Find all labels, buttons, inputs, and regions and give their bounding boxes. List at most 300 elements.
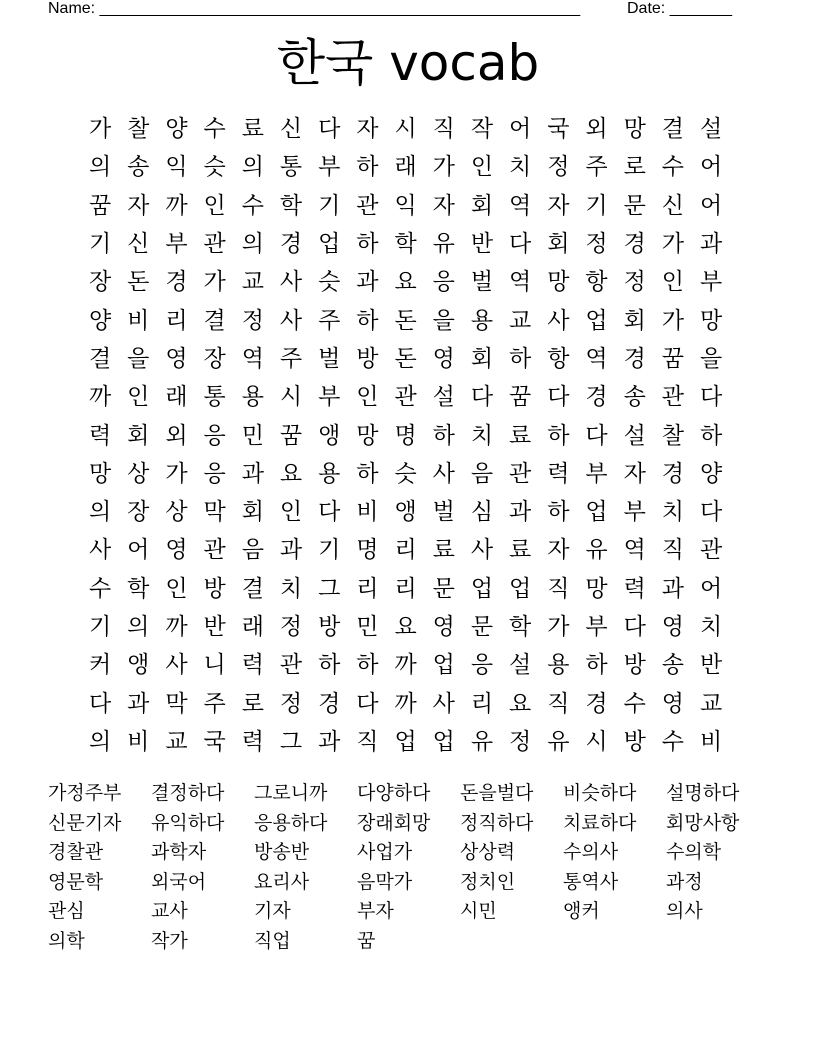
grid-cell[interactable]: 명 [394, 422, 417, 449]
grid-cell[interactable]: 역 [509, 192, 532, 219]
grid-cell[interactable]: 관 [203, 231, 226, 258]
word-bank-item: 정직하다 [460, 811, 534, 834]
grid-cell[interactable]: 다 [318, 116, 341, 143]
grid-cell[interactable]: 다 [318, 499, 341, 526]
grid-cell[interactable]: 다 [699, 499, 723, 526]
grid-cell[interactable]: 용 [470, 307, 494, 334]
grid-cell[interactable]: 회 [127, 422, 150, 449]
grid-cell[interactable]: 하 [547, 422, 570, 449]
grid-cell[interactable]: 리 [165, 307, 188, 334]
grid-cell[interactable]: 기 [585, 192, 608, 219]
grid-cell[interactable]: 인 [356, 384, 379, 411]
grid-cell[interactable]: 신 [279, 116, 303, 143]
grid-cell[interactable]: 력 [241, 652, 264, 679]
grid-cell[interactable]: 유 [585, 537, 608, 564]
grid-cell[interactable]: 력 [547, 460, 570, 487]
grid-cell[interactable]: 부 [318, 154, 341, 181]
grid-cell[interactable]: 과 [699, 231, 723, 258]
grid-cell[interactable]: 사 [165, 652, 188, 679]
grid-cell[interactable]: 통 [279, 154, 303, 181]
grid-cell[interactable]: 과 [356, 269, 379, 296]
grid-cell[interactable]: 슷 [203, 154, 226, 181]
grid-cell[interactable]: 부 [699, 269, 723, 296]
grid-cell[interactable]: 학 [394, 231, 417, 258]
grid-cell[interactable]: 래 [241, 614, 264, 640]
grid-cell[interactable]: 커 [88, 652, 112, 679]
grid-cell[interactable]: 민 [241, 422, 264, 449]
grid-cell[interactable]: 자 [547, 537, 570, 564]
grid-cell[interactable]: 업 [470, 575, 494, 602]
grid-cell[interactable]: 부 [623, 499, 646, 526]
grid-cell[interactable]: 용 [547, 652, 570, 679]
grid-cell[interactable]: 의 [88, 728, 112, 755]
grid-cell[interactable]: 역 [623, 537, 646, 564]
grid-cell[interactable]: 망 [585, 575, 608, 602]
grid-cell[interactable]: 치 [509, 154, 532, 181]
grid-cell[interactable]: 경 [279, 231, 303, 258]
grid-cell[interactable]: 작 [470, 116, 494, 143]
grid-cell[interactable]: 수 [203, 116, 226, 143]
grid-cell[interactable]: 다 [547, 384, 570, 411]
grid-cell[interactable]: 의 [241, 231, 264, 258]
grid-cell[interactable]: 자 [432, 192, 455, 219]
grid-cell[interactable]: 가 [88, 116, 112, 143]
grid-cell[interactable]: 을 [127, 345, 150, 372]
grid-cell[interactable]: 교 [165, 728, 188, 755]
grid-cell[interactable]: 요 [394, 614, 417, 640]
grid-cell[interactable]: 다 [623, 614, 646, 640]
grid-cell[interactable]: 까 [165, 614, 188, 640]
grid-cell[interactable]: 돈 [394, 345, 417, 372]
grid-cell[interactable]: 하 [356, 307, 379, 334]
grid-cell[interactable]: 망 [88, 460, 112, 487]
grid-cell[interactable]: 교 [699, 690, 723, 717]
grid-cell[interactable]: 관 [356, 192, 379, 219]
grid-cell[interactable]: 하 [699, 422, 723, 449]
grid-cell[interactable]: 니 [203, 652, 226, 679]
grid-cell[interactable]: 경 [661, 460, 685, 487]
grid-cell[interactable]: 어 [699, 575, 723, 602]
grid-cell[interactable]: 기 [88, 231, 112, 258]
grid-cell[interactable]: 양 [699, 460, 723, 487]
grid-cell[interactable]: 관 [203, 537, 226, 564]
grid-cell[interactable]: 자 [356, 116, 379, 143]
grid-cell[interactable]: 주 [585, 154, 608, 181]
grid-cell[interactable]: 인 [127, 384, 150, 411]
grid-cell[interactable]: 비 [699, 728, 723, 755]
grid-cell[interactable]: 리 [470, 690, 494, 717]
grid-cell[interactable]: 방 [623, 652, 646, 679]
grid-cell[interactable]: 료 [241, 116, 264, 143]
grid-cell[interactable]: 문 [432, 575, 455, 602]
grid-cell[interactable]: 의 [88, 154, 112, 181]
grid-cell[interactable]: 치 [661, 499, 685, 526]
grid-cell[interactable]: 과 [318, 728, 341, 755]
grid-cell[interactable]: 기 [88, 614, 112, 640]
grid-cell[interactable]: 과 [279, 537, 303, 564]
grid-cell[interactable]: 로 [241, 690, 264, 717]
grid-cell[interactable]: 자 [127, 192, 150, 219]
grid-cell[interactable]: 송 [623, 384, 646, 411]
grid-cell[interactable]: 회 [241, 499, 264, 526]
grid-row [81, 225, 731, 263]
grid-cell[interactable]: 까 [165, 192, 188, 219]
grid-cell[interactable]: 설 [699, 116, 723, 143]
date-field[interactable]: Date: _______ [627, 0, 732, 17]
grid-cell[interactable]: 돈 [127, 269, 150, 296]
grid-cell[interactable]: 리 [356, 575, 379, 602]
grid-cell[interactable]: 업 [432, 728, 455, 755]
grid-cell[interactable]: 수 [661, 154, 685, 181]
grid-cell[interactable]: 벌 [318, 345, 341, 372]
grid-cell[interactable]: 인 [203, 192, 226, 219]
grid-cell[interactable]: 수 [88, 575, 112, 602]
grid-cell[interactable]: 과 [661, 575, 685, 602]
grid-cell[interactable]: 망 [623, 116, 646, 143]
grid-cell[interactable]: 어 [127, 537, 150, 564]
grid-cell[interactable]: 업 [318, 231, 341, 258]
grid-cell[interactable]: 수 [661, 728, 685, 755]
grid-cell[interactable]: 다 [699, 384, 723, 411]
grid-cell[interactable]: 관 [279, 652, 303, 679]
grid-cell[interactable]: 주 [318, 307, 341, 334]
grid-cell[interactable]: 직 [356, 728, 379, 755]
grid-cell[interactable]: 용 [241, 384, 264, 411]
grid-cell[interactable]: 경 [585, 384, 608, 411]
grid-cell[interactable]: 하 [509, 345, 532, 372]
grid-cell[interactable]: 꿈 [661, 345, 685, 372]
grid-cell[interactable]: 영 [432, 614, 455, 640]
grid-cell[interactable]: 다 [356, 690, 379, 717]
grid-cell[interactable]: 회 [623, 307, 646, 334]
grid-cell[interactable]: 업 [585, 307, 608, 334]
grid-cell[interactable]: 유 [547, 728, 570, 755]
grid-cell[interactable]: 하 [547, 499, 570, 526]
grid-cell[interactable]: 회 [470, 345, 494, 372]
grid-cell[interactable]: 업 [394, 728, 417, 755]
grid-cell[interactable]: 역 [241, 345, 264, 372]
grid-cell[interactable]: 문 [470, 614, 494, 640]
grid-cell[interactable]: 송 [661, 652, 685, 679]
grid-cell[interactable]: 사 [279, 307, 303, 334]
grid-cell[interactable]: 정 [279, 690, 303, 717]
grid-cell[interactable]: 수 [623, 690, 646, 717]
grid-cell[interactable]: 정 [241, 307, 264, 334]
grid-cell[interactable]: 송 [127, 154, 150, 181]
grid-cell[interactable]: 수 [241, 192, 264, 219]
grid-cell[interactable]: 결 [241, 575, 264, 602]
grid-cell[interactable]: 장 [203, 345, 226, 372]
grid-cell[interactable]: 하 [432, 422, 455, 449]
grid-cell[interactable]: 그 [279, 728, 303, 755]
grid-cell[interactable]: 민 [356, 614, 379, 640]
grid-cell[interactable]: 문 [623, 192, 646, 219]
grid-cell[interactable]: 심 [470, 499, 494, 526]
grid-cell[interactable]: 시 [279, 384, 303, 411]
grid-cell[interactable]: 가 [547, 614, 570, 640]
grid-cell[interactable]: 정 [509, 728, 532, 755]
grid-cell[interactable]: 부 [585, 614, 608, 640]
grid-cell[interactable]: 비 [127, 307, 150, 334]
grid-row [81, 531, 731, 569]
grid-cell[interactable]: 업 [585, 499, 608, 526]
grid-cell[interactable]: 료 [509, 422, 532, 449]
grid-cell[interactable]: 래 [394, 154, 417, 181]
grid-cell[interactable]: 시 [394, 116, 417, 143]
grid-cell[interactable]: 응 [203, 422, 226, 449]
grid-cell[interactable]: 어 [509, 116, 532, 143]
grid-cell[interactable]: 용 [318, 460, 341, 487]
grid-cell[interactable]: 학 [127, 575, 150, 602]
grid-cell[interactable]: 꿈 [88, 192, 112, 219]
grid-cell[interactable]: 신 [661, 192, 685, 219]
grid-cell[interactable]: 앵 [318, 422, 341, 449]
grid-cell[interactable]: 치 [279, 575, 303, 602]
grid-cell[interactable]: 인 [165, 575, 188, 602]
grid-cell[interactable]: 상 [165, 499, 188, 526]
grid-cell[interactable]: 꿈 [509, 384, 532, 411]
grid-cell[interactable]: 영 [661, 690, 685, 717]
grid-cell[interactable]: 경 [623, 231, 646, 258]
grid-cell[interactable]: 사 [88, 537, 112, 564]
grid-cell[interactable]: 막 [165, 690, 188, 717]
grid-cell[interactable]: 요 [279, 460, 303, 487]
grid-cell[interactable]: 리 [394, 537, 417, 564]
grid-cell[interactable]: 하 [585, 652, 608, 679]
grid-cell[interactable]: 설 [432, 384, 455, 411]
grid-cell[interactable]: 기 [318, 537, 341, 564]
grid-cell[interactable]: 반 [699, 652, 723, 679]
grid-cell[interactable]: 국 [547, 116, 570, 143]
grid-cell[interactable]: 국 [203, 728, 226, 755]
grid-cell[interactable]: 장 [127, 499, 150, 526]
word-bank [48, 779, 768, 957]
word-bank-item: 신문기자 [48, 811, 122, 834]
grid-cell[interactable]: 경 [623, 345, 646, 372]
grid-cell[interactable]: 인 [279, 499, 303, 526]
grid-cell[interactable]: 망 [547, 269, 570, 296]
grid-cell[interactable]: 영 [432, 345, 455, 372]
grid-cell[interactable]: 경 [585, 690, 608, 717]
grid-cell[interactable]: 방 [356, 345, 379, 372]
grid-cell[interactable]: 과 [127, 690, 150, 717]
grid-cell[interactable]: 방 [623, 728, 646, 755]
grid-cell[interactable]: 역 [585, 345, 608, 372]
grid-cell[interactable]: 하 [318, 652, 341, 679]
grid-row [81, 608, 731, 646]
grid-cell[interactable]: 벌 [432, 499, 455, 526]
grid-cell[interactable]: 다 [585, 422, 608, 449]
grid-cell[interactable]: 설 [623, 422, 646, 449]
grid-cell[interactable]: 을 [432, 307, 455, 334]
grid-cell[interactable]: 을 [699, 345, 723, 372]
grid-cell[interactable]: 명 [356, 537, 379, 564]
grid-cell[interactable]: 항 [547, 345, 570, 372]
grid-cell[interactable]: 로 [623, 154, 646, 181]
grid-cell[interactable]: 다 [509, 231, 532, 258]
grid-cell[interactable]: 망 [699, 307, 723, 334]
grid-cell[interactable]: 유 [470, 728, 494, 755]
grid-cell[interactable]: 직 [547, 575, 570, 602]
grid-cell[interactable]: 경 [165, 269, 188, 296]
grid-cell[interactable]: 의 [88, 499, 112, 526]
grid-cell[interactable]: 력 [88, 422, 112, 449]
grid-cell[interactable]: 주 [279, 345, 303, 372]
grid-cell[interactable]: 가 [203, 269, 226, 296]
grid-cell[interactable]: 관 [661, 384, 685, 411]
grid-cell[interactable]: 관 [509, 460, 532, 487]
grid-cell[interactable]: 앵 [127, 652, 150, 679]
grid-cell[interactable]: 찰 [127, 116, 150, 143]
grid-cell[interactable]: 막 [203, 499, 226, 526]
grid-cell[interactable]: 익 [165, 154, 188, 181]
grid-cell[interactable]: 양 [165, 116, 188, 143]
grid-cell[interactable]: 회 [547, 231, 570, 258]
grid-cell[interactable]: 통 [203, 384, 226, 411]
grid-cell[interactable]: 상 [127, 460, 150, 487]
grid-cell[interactable]: 하 [356, 231, 379, 258]
grid-cell[interactable]: 의 [241, 154, 264, 181]
grid-cell[interactable]: 장 [88, 269, 112, 296]
grid-cell[interactable]: 기 [318, 192, 341, 219]
grid-cell[interactable]: 다 [88, 690, 112, 717]
grid-cell[interactable]: 사 [547, 307, 570, 334]
grid-cell[interactable]: 그 [318, 575, 341, 602]
grid-cell[interactable]: 역 [509, 269, 532, 296]
grid-cell[interactable]: 직 [547, 690, 570, 717]
grid-cell[interactable]: 앵 [394, 499, 417, 526]
grid-cell[interactable]: 익 [394, 192, 417, 219]
grid-cell[interactable]: 응 [203, 460, 226, 487]
grid-cell[interactable]: 비 [356, 499, 379, 526]
grid-cell[interactable]: 하 [356, 154, 379, 181]
grid-cell[interactable]: 교 [509, 307, 532, 334]
grid-cell[interactable]: 사 [432, 460, 455, 487]
word-bank-item: 유익하다 [151, 811, 225, 834]
grid-cell[interactable]: 과 [241, 460, 264, 487]
grid-cell[interactable]: 사 [279, 269, 303, 296]
grid-cell[interactable]: 주 [203, 690, 226, 717]
word-bank-item: 시민 [460, 900, 497, 923]
grid-cell[interactable]: 결 [88, 345, 112, 372]
grid-cell[interactable]: 과 [509, 499, 532, 526]
grid-cell[interactable]: 슷 [318, 269, 341, 296]
grid-cell[interactable]: 가 [165, 460, 188, 487]
grid-cell[interactable]: 학 [279, 192, 303, 219]
grid-cell[interactable]: 회 [470, 192, 494, 219]
grid-cell[interactable]: 하 [356, 652, 379, 679]
grid-cell[interactable]: 슷 [394, 460, 417, 487]
grid-cell[interactable]: 요 [509, 690, 532, 717]
grid-cell[interactable]: 학 [509, 614, 532, 640]
grid-cell[interactable]: 외 [165, 422, 188, 449]
grid-cell[interactable]: 결 [203, 307, 226, 334]
grid-cell[interactable]: 어 [699, 154, 723, 181]
grid-cell[interactable]: 하 [356, 460, 379, 487]
grid-cell[interactable]: 치 [699, 614, 723, 640]
grid-cell[interactable]: 결 [661, 116, 685, 143]
grid-cell[interactable]: 자 [623, 460, 646, 487]
grid-cell[interactable]: 가 [432, 154, 455, 181]
name-field[interactable]: Name: ______________________________________________________ [48, 0, 581, 17]
grid-cell[interactable]: 영 [165, 345, 188, 372]
grid-cell[interactable]: 음 [470, 460, 494, 487]
grid-cell[interactable]: 료 [432, 537, 455, 564]
grid-cell[interactable]: 자 [547, 192, 570, 219]
grid-cell[interactable]: 신 [127, 231, 150, 258]
grid-cell[interactable]: 사 [432, 690, 455, 717]
grid-cell[interactable]: 부 [585, 460, 608, 487]
grid-cell[interactable]: 력 [623, 575, 646, 602]
grid-cell[interactable]: 의 [127, 614, 150, 640]
grid-cell[interactable]: 영 [661, 614, 685, 640]
grid-cell[interactable]: 인 [470, 154, 494, 181]
grid-cell[interactable]: 응 [470, 652, 494, 679]
grid-cell[interactable]: 리 [394, 575, 417, 602]
grid-cell[interactable]: 사 [470, 537, 494, 564]
grid-cell[interactable]: 교 [241, 269, 264, 296]
grid-cell[interactable]: 까 [394, 652, 417, 679]
grid-cell[interactable]: 직 [432, 116, 455, 143]
grid-cell[interactable]: 관 [699, 537, 723, 564]
word-bank-item: 꿈 [357, 929, 376, 952]
grid-cell[interactable]: 관 [394, 384, 417, 411]
grid-cell[interactable]: 찰 [661, 422, 685, 449]
grid-cell[interactable]: 방 [318, 614, 341, 640]
grid-cell[interactable]: 설 [509, 652, 532, 679]
grid-cell[interactable]: 꿈 [279, 422, 303, 449]
grid-cell[interactable]: 정 [547, 154, 570, 181]
grid-cell[interactable]: 업 [432, 652, 455, 679]
grid-cell[interactable]: 다 [470, 384, 494, 411]
grid-cell[interactable]: 부 [318, 384, 341, 411]
grid-cell[interactable]: 정 [585, 231, 608, 258]
grid-cell[interactable]: 망 [356, 422, 379, 449]
grid-cell[interactable]: 외 [585, 116, 608, 143]
grid-cell[interactable]: 료 [509, 537, 532, 564]
grid-cell[interactable]: 유 [432, 231, 455, 258]
grid-cell[interactable]: 까 [394, 690, 417, 717]
grid-cell[interactable]: 양 [88, 307, 112, 334]
grid-cell[interactable]: 력 [241, 728, 264, 755]
grid-cell[interactable]: 방 [203, 575, 226, 602]
grid-cell[interactable]: 음 [241, 537, 264, 564]
grid-cell[interactable]: 까 [88, 384, 112, 411]
grid-cell[interactable]: 래 [165, 384, 188, 411]
grid-cell[interactable]: 경 [318, 690, 341, 717]
grid-cell[interactable]: 정 [279, 614, 303, 640]
grid-cell[interactable]: 업 [509, 575, 532, 602]
grid-cell[interactable]: 반 [470, 231, 494, 258]
grid-cell[interactable]: 응 [432, 269, 455, 296]
grid-cell[interactable]: 반 [203, 614, 226, 640]
grid-cell[interactable]: 영 [165, 537, 188, 564]
grid-cell[interactable]: 요 [394, 269, 417, 296]
grid-cell[interactable]: 부 [165, 231, 188, 258]
grid-cell[interactable]: 가 [661, 231, 685, 258]
grid-cell[interactable]: 돈 [394, 307, 417, 334]
grid-cell[interactable]: 항 [585, 269, 608, 296]
grid-cell[interactable]: 벌 [470, 269, 494, 296]
grid-cell[interactable]: 시 [585, 728, 608, 755]
grid-cell[interactable]: 치 [470, 422, 494, 449]
grid-cell[interactable]: 가 [661, 307, 685, 334]
grid-cell[interactable]: 어 [699, 192, 723, 219]
grid-cell[interactable]: 정 [623, 269, 646, 296]
grid-cell[interactable]: 인 [661, 269, 685, 296]
grid-cell[interactable]: 직 [661, 537, 685, 564]
grid-cell[interactable]: 비 [127, 728, 150, 755]
